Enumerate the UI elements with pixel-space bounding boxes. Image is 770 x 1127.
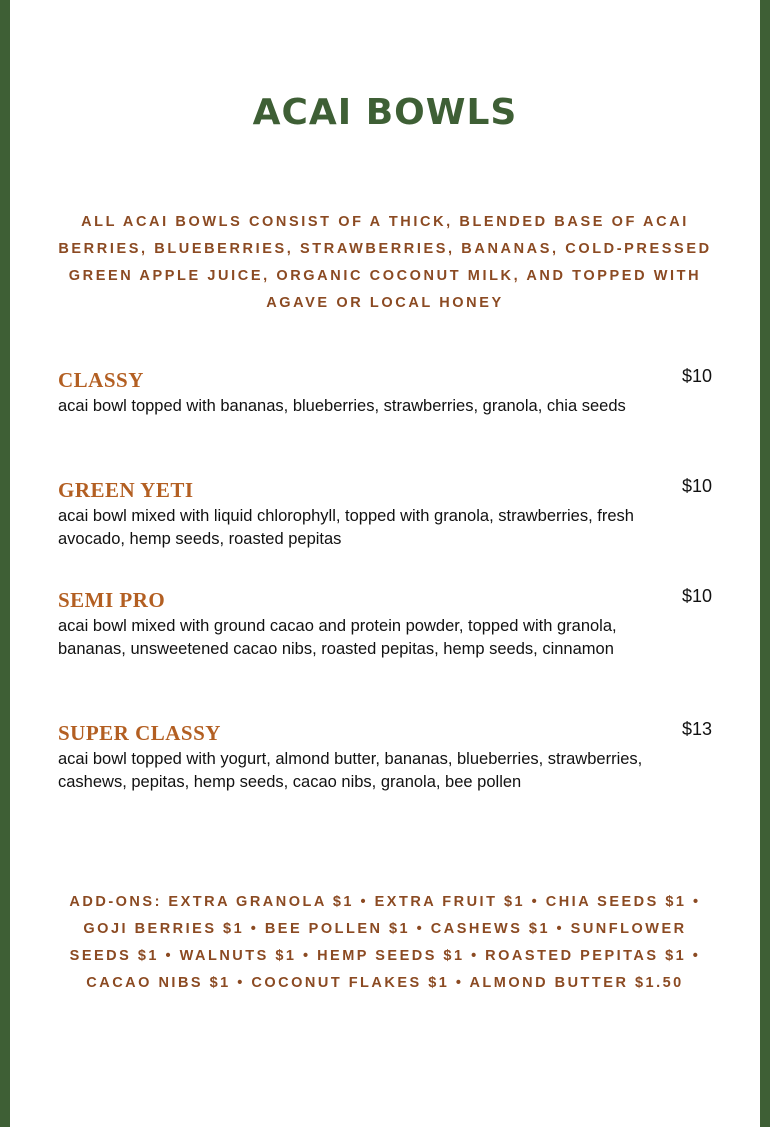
item-description: acai bowl topped with bananas, blueberries, strawberries, granola, chia seeds <box>58 397 626 415</box>
item-price: $13 <box>681 719 712 739</box>
menu-intro: ALL ACAI BOWLS CONSIST OF A THICK, BLENDED BASE OF ACAI BERRIES, BLUEBERRIES, STRAWBERRIES, BANANAS, COLD-PRESSED GREEN APPLE JUICE, ORGANIC COCONUT MILK, AND TOPPED WITH AGAVE OR LOCAL HONEY <box>58 214 712 311</box>
item-description: acai bowl mixed with ground cacao and protein powder, topped with granola, bananas, unsweetened cacao nibs, roasted pepitas, hemp seeds, cinnamon <box>58 617 617 658</box>
item-price: $10 <box>681 476 712 496</box>
menu-item-green-yeti <box>58 478 712 551</box>
addons-list: ADD-ONS: EXTRA GRANOLA $1 • EXTRA FRUIT $1 • CHIA SEEDS $1 • GOJI BERRIES $1 • BEE POLLEN $1 • CASHEWS $1 • SUNFLOWER SEEDS $1 • WALNUTS $1 • HEMP SEEDS $1 • ROASTED PEPITAS $1 • CACAO NIBS $1 • COCONUT FLAKES $1 • ALMOND BUTTER $1.50 <box>69 894 701 991</box>
menu-title: ACAI BOWLS <box>252 92 518 133</box>
left-green-border <box>0 0 10 1127</box>
item-description: acai bowl topped with yogurt, almond butter, bananas, blueberries, strawberries, cashews, pepitas, hemp seeds, cacao nibs, granola, bee pollen <box>58 750 643 791</box>
item-price: $10 <box>681 586 712 606</box>
item-name: SEMI PRO <box>58 588 166 612</box>
item-price: $10 <box>681 366 712 386</box>
right-green-border <box>760 0 770 1127</box>
menu-item-super-classy <box>58 721 712 794</box>
item-name: CLASSY <box>58 368 144 392</box>
item-description: acai bowl mixed with liquid chlorophyll, topped with granola, strawberries, fresh avocado, hemp seeds, roasted pepitas <box>58 507 634 548</box>
item-name: GREEN YETI <box>58 478 194 502</box>
menu-item-semi-pro <box>58 588 712 661</box>
menu-item-classy <box>58 368 712 418</box>
item-name: SUPER CLASSY <box>58 721 221 745</box>
